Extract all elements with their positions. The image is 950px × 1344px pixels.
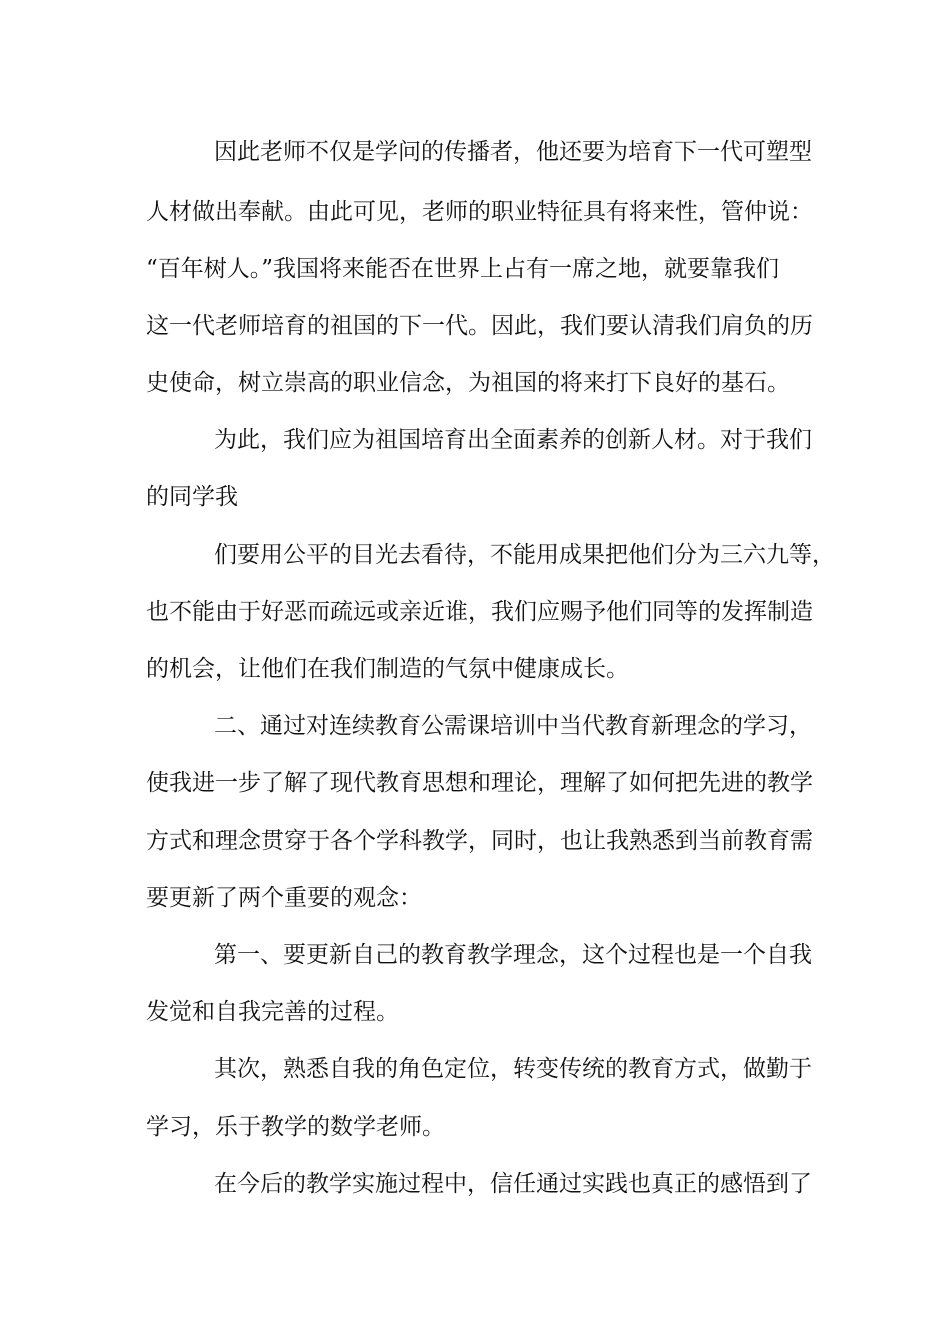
text-line: 史使命，树立崇高的职业信念，为祖国的将来打下良好的基石。: [146, 370, 790, 396]
text-line: 的机会，让他们在我们制造的气氛中健康成长。: [146, 656, 629, 682]
text-line: 人材做出奉献。由此可见，老师的职业特征具有将来性，管仲说：: [146, 199, 813, 225]
text-line: 方式和理念贯穿于各个学科教学，同时，也让我熟悉到当前教育需: [146, 828, 813, 854]
text-line: 这一代老师培育的祖国的下一代。因此，我们要认清我们肩负的历: [146, 313, 813, 339]
text-line: 为此，我们应为祖国培育出全面素养的创新人材。对于我们: [214, 427, 812, 453]
text-line: 二、通过对连续教育公需课培训中当代教育新理念的学习，: [214, 713, 812, 739]
text-line: 要更新了两个重要的观念：: [146, 885, 422, 911]
text-line: 的同学我: [146, 484, 238, 510]
text-line: 也不能由于好恶而疏远或亲近谁，我们应赐予他们同等的发挥制造: [146, 599, 813, 625]
text-line: 在今后的教学实施过程中，信任通过实践也真正的感悟到了: [214, 1171, 812, 1197]
text-line: 其次，熟悉自我的角色定位，转变传统的教育方式，做勤于: [214, 1056, 812, 1082]
text-line: 使我进一步了解了现代教育思想和理论，理解了如何把先进的教学: [146, 770, 813, 796]
text-line: 因此老师不仅是学问的传播者，他还要为培育下一代可塑型: [214, 139, 812, 165]
text-line: 第一、要更新自己的教育教学理念，这个过程也是一个自我: [214, 942, 812, 968]
text-line: 学习，乐于教学的数学老师。: [146, 1114, 445, 1140]
text-line: “百年树人。”我国将来能否在世界上占有一席之地，就要靠我们: [146, 256, 780, 282]
text-line: 们要用公平的目光去看待，不能用成果把他们分为三六九等，: [214, 542, 835, 568]
text-line: 发觉和自我完善的过程。: [146, 999, 399, 1025]
